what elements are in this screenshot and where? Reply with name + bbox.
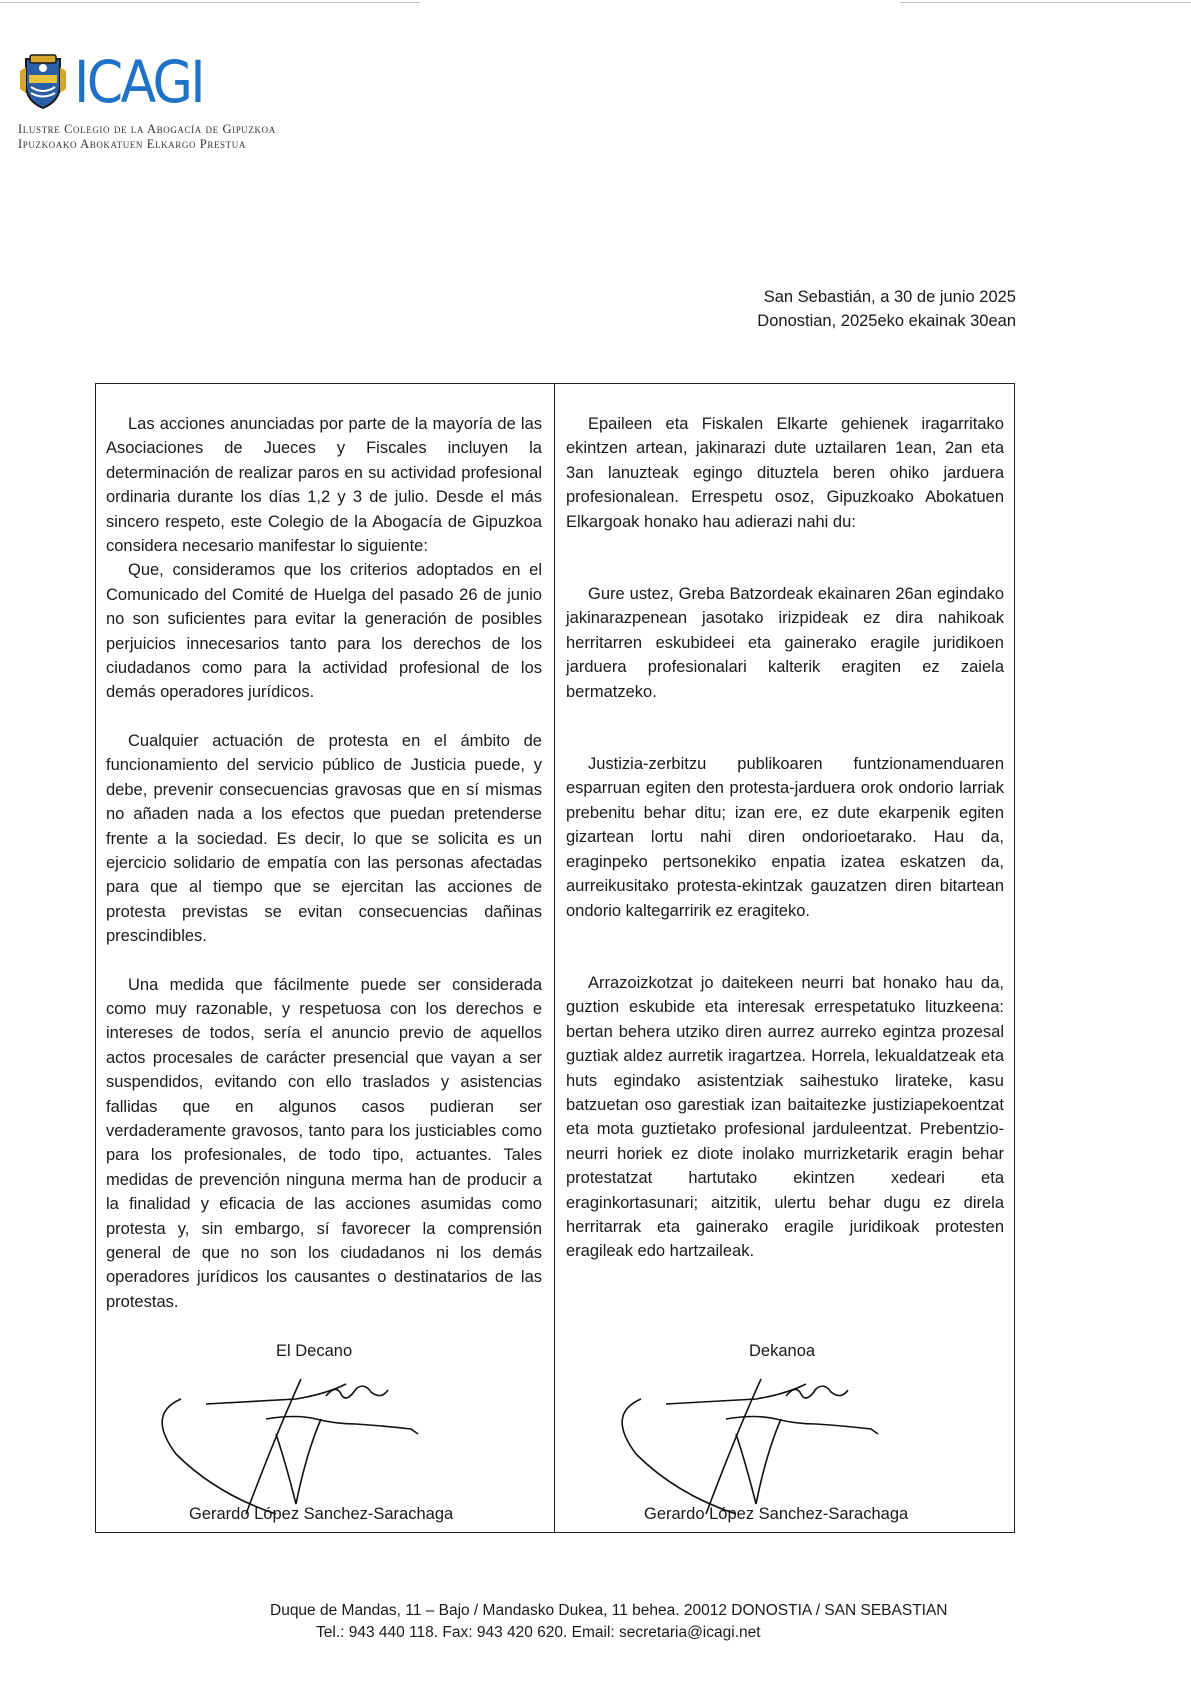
eu-signer-name: Gerardo López Sanchez-Sarachaga <box>644 1505 909 1523</box>
crest-icon <box>18 53 68 111</box>
footer-contact: Tel.: 943 440 118. Fax: 943 420 620. Email: secretaria@icagi.net <box>316 1624 761 1641</box>
logo-subtitle-es: Ilustre Colegio de la Abogacía de Gipuzkoa <box>18 122 276 136</box>
eu-signer-title: Dekanoa <box>749 1342 816 1360</box>
scan-edge-right <box>900 2 1191 3</box>
spanish-column <box>106 412 542 1314</box>
es-paragraph-1: Las acciones anunciadas por parte de la mayoría de las Asociaciones de Jueces y Fiscales incluyen la determinación de realizar paros en su actividad profesional ordinaria durante los días 1,2 y 3 de julio. Desde el más sincero respeto, este Colegio de la Abogacía de Gipuzkoa considera necesario manifestar lo siguiente: <box>106 415 542 556</box>
page-footer <box>0 1600 1191 1644</box>
es-paragraph-3: Cualquier actuación de protesta en el ámbito de funcionamiento del servicio público de Justicia puede, y debe, prevenir consecuencias gravosas que en sí mismas no añaden nada a los efectos que puedan pretenderse frente a la sociedad. Es decir, lo que se solicita es un ejercicio solidario de empatía con las personas afectadas para que al tiempo que se ejercitan las acciones de protesta previstas se evitan consecuencias dañinas prescindibles. <box>106 731 542 946</box>
footer-address: Duque de Mandas, 11 – Bajo / Mandasko Dukea, 11 behea. 20012 DONOSTIA / SAN SEBASTIAN <box>270 1602 948 1619</box>
es-signer-title: El Decano <box>276 1342 353 1360</box>
eu-paragraph-1: Epaileen eta Fiskalen Elkarte gehienek iragarritako ekintzen artean, jakinarazi dute uztailaren 1ean, 2an eta 3an lanuzteak egingo dituztela beren ohiko jarduera profesionalean. Errespetu osoz, Gipuzkoako Abokatuen Elkargoak honako hau adierazi nahi du: <box>566 415 1004 531</box>
es-signer-name: Gerardo López Sanchez-Sarachaga <box>189 1505 454 1523</box>
letterhead-logo <box>18 48 278 152</box>
date-es: San Sebastián, a 30 de junio 2025 <box>763 288 1016 306</box>
es-paragraph-2: Que, consideramos que los criterios adoptados en el Comunicado del Comité de Huelga del pasado 26 de junio no son suficientes para evitar la generación de posibles perjuicios innecesarios tanto para los derechos de los ciudadanos como para la actividad profesional de los demás operadores jurídicos. <box>106 561 542 702</box>
scan-edge-left <box>0 2 420 3</box>
eu-paragraph-2: Gure ustez, Greba Batzordeak ekainaren 26an egindako jakinarazpenean jasotako irizpideak ez dira nahikoak herritarren eskubideei eta gainerako eragile juridikoen jarduera profesionalari kalterik eragiten ez zaiela bermatzeko. <box>566 585 1004 701</box>
bilingual-statement <box>95 383 1015 1533</box>
logo-subtitle-eu: Ipuzkoako Abokatuen Elkargo Prestua <box>18 137 246 151</box>
date-block <box>757 285 1016 333</box>
signature-icon <box>126 1374 426 1524</box>
eu-paragraph-3: Justizia-zerbitzu publikoaren funtzionamenduaren esparruan egiten den protesta-jarduera orok ondorio larriak prebenitu behar ditu; izan ere, ez dute ekarpenik egiten gizartean lortu nahi diren ondorioetarako. Hau da, eraginpeko pertsonekiko enpatia izatea eskatzen da, aurreikusitako protesta-ekintzak gauzatzen diren bitartean ondorio kaltegarririk ez eragiteko. <box>566 755 1004 920</box>
es-paragraph-4: Una medida que fácilmente puede ser considerada como muy razonable, y respetuosa con los derechos e intereses de todos, sería el anuncio previo de aquellos actos procesales de carácter presencial que vayan a ser suspendidos, evitando con ello traslados y asistencias fallidas que en algunos casos pudieran ser verdaderamente gravosos, tanto para los justiciables como para los profesionales, de todo tipo, actuantes. Tales medidas de prevención ninguna merma han de producir a la finalidad y eficacia de las acciones asumidas como protesta y, sin embargo, sí favorecer la comprensión general de que no son los ciudadanos ni los demás operadores jurídicos los causantes o destinatarios de las protestas. <box>106 975 542 1311</box>
date-eu: Donostian, 2025eko ekainak 30ean <box>757 312 1016 330</box>
eu-paragraph-4: Arrazoizkotzat jo daitekeen neurri bat honako hau da, guztion eskubide eta interesak errespetatuko lituzkeena: bertan behera utziko diren aurrez aurreko egintza prozesal guztiak aldez aurretik iragartzea. Horrela, lekualdatzeak eta huts egindako asistentziak saihestuko lirateke, kasu batzuetan oso garestiak izan baitaitezke justiziapekoentzat eta mota guztietako profesional jarduleentzat. Prebentzio-neurri horiek ez diote inolako murrizketarik eragin behar protestatzat hartutako ekintzen xedeari eta eraginkortasunari; aitzitik, ulertu behar dugu ez direla herritarrak eta gainerako eragile juridikoak protesten eragileak edo hartzaileak. <box>566 973 1004 1261</box>
column-divider <box>554 384 555 1532</box>
basque-column <box>566 412 1004 1264</box>
signature-icon <box>586 1374 886 1524</box>
logo-wordmark: ICAGI <box>74 48 203 116</box>
